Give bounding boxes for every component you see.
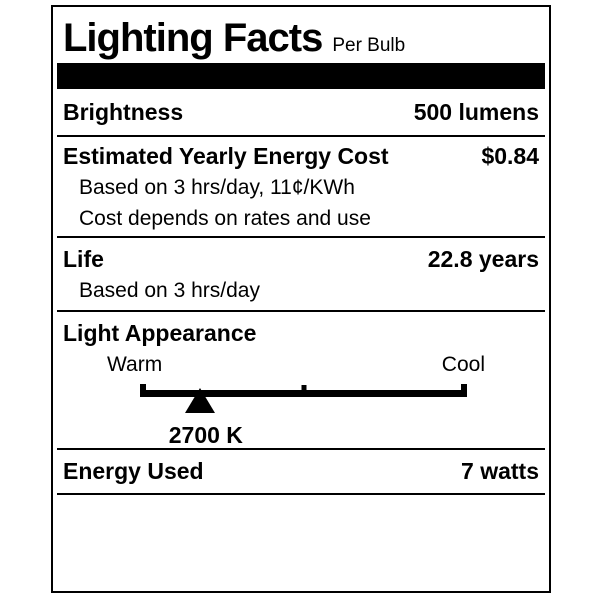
energy-cost-note-1: Based on 3 hrs/day, 11¢/KWh <box>79 176 355 199</box>
header-separator-bar <box>57 63 545 89</box>
life-label: Life <box>63 246 104 272</box>
energy-cost-value: $0.84 <box>481 143 539 169</box>
lighting-facts-label <box>51 5 551 593</box>
scale-tick-middle <box>301 385 306 397</box>
energy-cost-row <box>57 137 545 170</box>
scale-tick-right <box>461 384 467 397</box>
energy-cost-label: Estimated Yearly Energy Cost <box>63 143 389 169</box>
energy-used-label: Energy Used <box>63 458 204 484</box>
life-row <box>57 238 545 273</box>
light-appearance-scale <box>57 378 545 448</box>
light-appearance-title: Light Appearance <box>63 320 257 346</box>
label-title: Lighting Facts <box>63 16 323 60</box>
brightness-row <box>57 89 545 135</box>
energy-used-value: 7 watts <box>461 458 539 484</box>
scale-warm-label: Warm <box>107 353 163 376</box>
scale-bar <box>140 390 467 448</box>
label-header <box>57 7 545 63</box>
scale-tick-left <box>140 384 146 397</box>
label-subtitle: Per Bulb <box>332 35 406 56</box>
scale-cool-label: Cool <box>441 353 485 376</box>
brightness-label: Brightness <box>63 99 184 125</box>
energy-used-row <box>57 448 545 495</box>
light-appearance-scale-labels <box>57 347 545 378</box>
energy-cost-note-2: Cost depends on rates and use <box>79 207 371 230</box>
color-temperature-value: 2700 K <box>168 422 243 448</box>
color-temperature-marker-icon <box>185 388 215 413</box>
life-value: 22.8 years <box>427 246 539 272</box>
brightness-value: 500 lumens <box>413 99 539 125</box>
life-note: Based on 3 hrs/day <box>79 279 260 302</box>
label-content <box>53 7 549 495</box>
